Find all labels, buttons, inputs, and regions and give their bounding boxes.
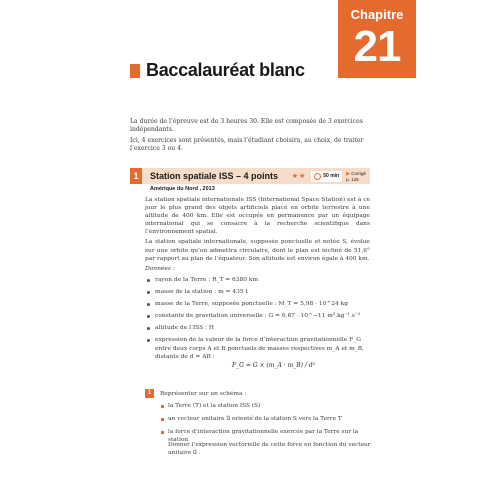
- question-final: Donner l’expression vectorielle de cette force en fonction du vecteur unitaire u⃗ .: [168, 442, 371, 456]
- difficulty-stars-icon: ★★: [291, 172, 307, 180]
- list-item: masse de la Terre, supposée ponctuelle : M_T = 5,98 · 10^24 kg: [145, 300, 370, 308]
- list-item: rayon de la Terre : R_T = 6380 km: [145, 276, 370, 284]
- time-label: 50 min: [323, 173, 340, 179]
- chapter-number: 21: [353, 22, 401, 71]
- exercise-title: Station spatiale ISS – 4 points: [150, 171, 279, 181]
- intro-paragraph: Ici, 4 exercices sont présentés, mais l’étudiant choisira, au choix, de traiter l’exercice 3 ou 4.: [130, 136, 364, 153]
- exercise-number: 1: [130, 168, 142, 184]
- exercise-paragraph: La station spatiale internationale, supposée ponctuelle et notée S, évolue sur une orbite qu’on admettra circulaire, dont le plan est incliné de 51,6° par rapport au plan de l’équateur. Son altitude est environ égale à 400 km.: [145, 239, 370, 262]
- list-item: la force d’interaction gravitationnelle exercée par la Terre sur la station: [160, 428, 372, 444]
- question-number: 1: [145, 389, 154, 398]
- exercise-source: Amérique du Nord , 2013: [150, 186, 215, 192]
- donnees-label: Données :: [145, 265, 175, 272]
- exercise-paragraph: La station spatiale internationale ISS (International Space Station) est à ce jour le plus grand des objets artificiels placé en orbite terrestre à une altitude de 400 km. Elle est occupée en permanence par un équipage international qui se consacre à la recherche scientifique dans l’environnement spatial.: [145, 197, 370, 236]
- clock-icon: [314, 173, 321, 180]
- title-marker-icon: [130, 64, 140, 78]
- list-item: un vecteur unitaire u⃗ orienté de la station S vers la Terre T: [160, 415, 372, 423]
- list-item: la Terre (T) et la station ISS (S): [160, 402, 372, 410]
- gravitation-formula: F_G = G × (m_A · m_B) / d²: [232, 362, 316, 369]
- intro-paragraph: La durée de l’épreuve est de 3 heures 30. Elle est composée de 3 exercices indépendants.: [130, 118, 363, 134]
- chapter-word: Chapitre: [350, 7, 404, 22]
- intro: [130, 118, 370, 156]
- time-badge: [311, 171, 342, 182]
- donnees-list: [145, 276, 370, 365]
- arrow-right-icon: ▶: [346, 170, 350, 177]
- exercise-header: [130, 168, 370, 184]
- exercise-body: [145, 196, 370, 275]
- question-row: [145, 389, 246, 398]
- list-item: constante de gravitation universelle : G = 6,67 · 10^−11 m³.kg⁻¹.s⁻²: [145, 312, 370, 320]
- corrige-page: p. 125: [346, 176, 359, 182]
- title-row: [130, 60, 305, 81]
- list-item: expression de la valeur de la force d’interaction gravitationnelle F_G entre deux corps A et B ponctuels de masses respectives m_A et m_B, distants de d = AB :: [145, 336, 370, 360]
- question-text: Représenter sur un schéma :: [160, 390, 247, 397]
- list-item: altitude de l’ISS : H: [145, 324, 370, 332]
- corrige-link[interactable]: [346, 171, 366, 182]
- page-title: Baccalauréat blanc: [146, 60, 305, 80]
- list-item: masse de la station : m = 435 t: [145, 288, 370, 296]
- corrige-label: Corrigé: [351, 170, 366, 176]
- chapter-tab: [338, 0, 416, 78]
